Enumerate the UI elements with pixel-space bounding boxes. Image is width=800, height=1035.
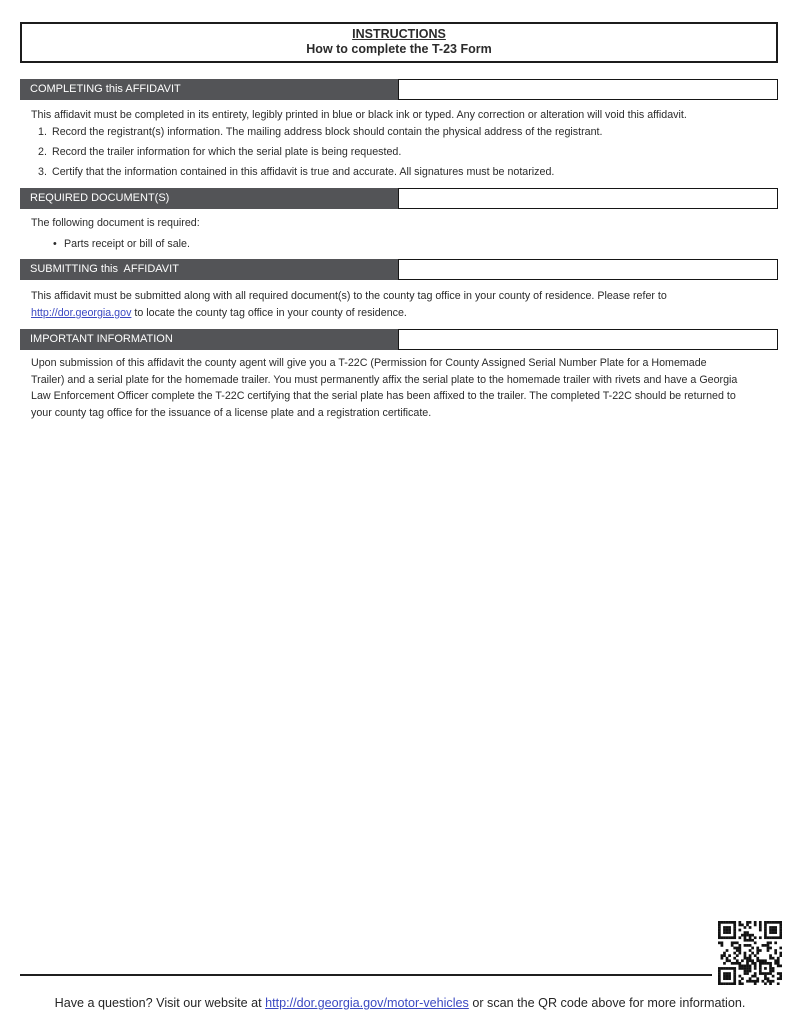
section-header-blank-box <box>398 79 778 100</box>
important-text-line: your county tag office for the issuance of a license plate and a registration certificate. <box>31 406 432 419</box>
section-header-bar <box>20 188 398 209</box>
page-subtitle: How to complete the T-23 Form <box>306 42 492 56</box>
submitting-text-after-link: to locate the county tag office in your county of residence. <box>131 307 407 319</box>
important-text-line: Law Enforcement Officer complete the T-22C certifying that the serial plate has been affixed to the trailer. The completed T-22C should be returned to <box>31 390 736 402</box>
motor-vehicles-link[interactable]: http://dor.georgia.gov/motor-vehicles <box>265 996 469 1010</box>
submitting-text-line1: This affidavit must be submitted along with all required document(s) to the county tag office in your county of residence. Please refer to <box>31 290 667 302</box>
list-marker: 1. <box>38 126 47 138</box>
bullet-list-item <box>53 238 778 251</box>
numbered-list-item <box>38 166 778 179</box>
section-header-blank-box <box>398 329 778 350</box>
section-header-bar <box>20 79 398 100</box>
section-header-bar <box>20 259 398 280</box>
list-item-text: Certify that the information contained in this affidavit is true and accurate. All signatures must be notarized. <box>52 166 555 178</box>
footer-text-before-link: Have a question? Visit our website at <box>54 996 266 1010</box>
footer-text-after-link: or scan the QR code above for more information. <box>468 996 746 1010</box>
footer-note <box>0 996 800 1010</box>
section-header-important <box>20 329 778 350</box>
list-marker: 3. <box>38 166 47 178</box>
numbered-list-item <box>38 126 778 139</box>
bullet-marker: • <box>53 238 57 250</box>
list-item-text: Parts receipt or bill of sale. <box>64 238 190 250</box>
section-title-submitting: SUBMITTING this AFFIDAVIT <box>30 263 179 275</box>
important-text-line: Trailer) and a serial plate for the homemade trailer. You must permanently affix the serial plate to the homemade trailer with rivets and have a Georgia <box>31 373 738 386</box>
list-item-text: Record the trailer information for which the serial plate is being requested. <box>52 146 402 158</box>
section-header-submitting <box>20 259 778 280</box>
qr-code-icon <box>718 921 782 985</box>
section-header-completing <box>20 79 778 100</box>
numbered-list-item <box>38 146 778 159</box>
section-header-required <box>20 188 778 209</box>
title-box <box>20 22 778 63</box>
page-title-row <box>22 27 776 41</box>
important-paragraph <box>31 355 778 421</box>
submitting-text-line2 <box>31 306 778 320</box>
section-title-completing: COMPLETING this AFFIDAVIT <box>30 83 181 95</box>
section-header-blank-box <box>398 259 778 280</box>
page-title: INSTRUCTIONS <box>352 27 446 41</box>
section-title-required: REQUIRED DOCUMENT(S) <box>30 192 170 204</box>
footer-divider <box>20 974 712 976</box>
dor-georgia-gov-link[interactable]: http://dor.georgia.gov <box>31 307 132 319</box>
section-header-bar <box>20 329 398 350</box>
completing-intro-text: This affidavit must be completed in its entirety, legibly printed in blue or black ink or typed. Any correction or alteration will void this affidavit. <box>31 109 687 121</box>
list-item-text: Record the registrant(s) information. The mailing address block should contain the physical address of the registrant. <box>52 126 603 138</box>
important-text-line: Upon submission of this affidavit the county agent will give you a T-22C (Permission for County Assigned Serial Number Plate for a Homemade <box>31 357 707 369</box>
section-header-blank-box <box>398 188 778 209</box>
required-intro-text: The following document is required: <box>31 217 200 229</box>
section-title-important: IMPORTANT INFORMATION <box>30 333 173 345</box>
list-marker: 2. <box>38 146 47 158</box>
